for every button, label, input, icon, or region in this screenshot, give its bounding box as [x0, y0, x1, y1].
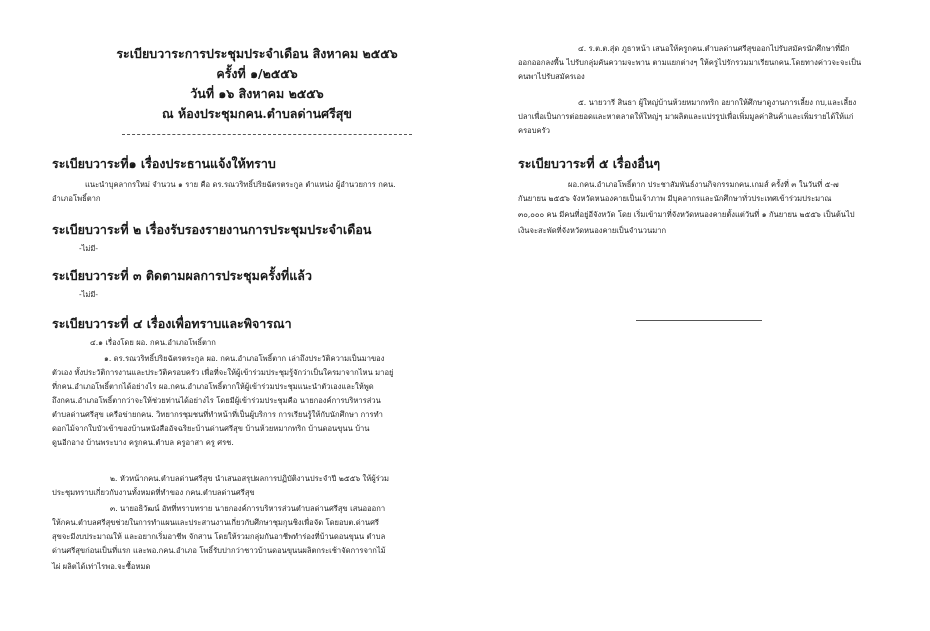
agenda-5-line: ผอ.กคน.อำเภอโพธิ์ตาก ประชาสัมพันธ์งานกิจกรรมกคน.เกมส์ ครั้งที่ ๓ ในวันที่ ๕-๗ [568, 180, 839, 189]
agenda-4-line: ๓. นายอธิวัฒน์ อัทที่ทราบทราย นายกองค์การบริหารส่วนตำบลด่านศรีสุข เสนอออกา [110, 504, 386, 513]
agenda-4-line: ๑. ดร.รณวริทธิ์ปริยฉัตรตระกูล ผอ. กคน.อำเภอโพธิ์ตาก เล่าถึงประวัติความเป็นมาของ [104, 354, 385, 363]
agenda-4-item-4-line: ออกออกลงพื้น ไปรับกลุ่มคันความจะพาน ตามแยกต่างๆ ให้ครูไปรักรวมมาเรียนกคน.โดยทางค่าวจะจะเป็น [518, 58, 862, 67]
agenda-1-heading: ระเบียบวาระที่๑ เรื่องประธานแจ้งให้ทราบ [52, 156, 276, 171]
agenda-4-item-4-line: ๔. ร.ต.ต.สุ่ด ภูธาหน้า เสนอให้ครูกคน.ตำบลด่านศรีสุขออกไปรับสมัครนักศึกษาที่มีก [578, 44, 850, 53]
title-line-2: ครั้งที่ ๑/๒๕๕๖ [216, 66, 298, 81]
agenda-4-sub: ๔.๑ เรื่องโดย ผอ. กคน.อำเภอโพธิ์ตาก [90, 338, 216, 347]
agenda-4-line: ด่านศรีสุขก่อนเป็นที่แรก และพอ.กคน.อำเภอ โพธิ์รับปากว่าชาวบ้านดอนขุนนผลิตกระเช้าจัดการจากไม้ [52, 546, 386, 555]
agenda-4-line: ดอกไม้จากใบบัวเข้าของบ้านหนังสืออัจฉริยะบ้านด่านศรีสุข บ้านห้วยหมากทริก บ้านดอนขุนน บ้าน [52, 424, 370, 433]
agenda-5-heading: ระเบียบวาระที่ ๕ เรื่องอื่นๆ [518, 156, 661, 171]
agenda-3-heading: ระเบียบวาระที่ ๓ ติดตามผลการประชุมครั้งที่แล้ว [52, 268, 312, 283]
title-divider [122, 134, 412, 135]
agenda-4-item-5-line: ครอบครัว [518, 126, 550, 135]
agenda-1-line-1: แนะนำบุคลากรใหม่ จำนวน ๑ ราย คือ ดร.รณวริทธิ์ปริยฉัตรตระกูล ตำแหน่ง ผู้อำนวยการ กคน. [85, 180, 396, 189]
agenda-5-line: ๓๐,๐๐๐ คน มีคนที่อยู่อีจังหวัด โดย เริ่มเข้ามาที่จังหวัดหนองคายตั้งแต่วันที่ ๑ กันยายน ๒๕๕๖ เป็นต้นไป [518, 210, 855, 219]
agenda-4-line: ตำบลด่านศรีสุข เครือข่ายกคน. วิทยากรชุมชนที่ทำหน้าที่เป็นผู้บริการ การเรียนรู้ให้กับนักศึกษา การทำ [52, 410, 383, 419]
agenda-4-item-4-line: คนพาไปรับสมัครเอง [518, 72, 585, 81]
agenda-4-line: ดูนอีกอาง บ้านพระบาง ครูกคน.ตำบล ครูอาสา ครู ศรช. [52, 438, 234, 447]
agenda-5-line: เงินจะสะพัดที่จังหวัดหนองคายเป็นจำนวนมาก [518, 226, 667, 235]
agenda-2-none: -ไม่มี- [79, 244, 98, 253]
agenda-4-item-5-line: ๕. นายวารี สินธา ผู้ใหญ่บ้านห้วยหมากทริก อยากให้ศึกษาดูงานการเลี้ยง กบ,และเลี้ยง [578, 98, 857, 107]
agenda-4-line: ไผ่ ผลิตได้เท่าไรพอ.จะซื้อหมด [52, 562, 151, 571]
title-line-4: ณ ห้องประชุมกคน.ตำบลด่านศรีสุข [162, 106, 352, 121]
end-divider [636, 320, 762, 321]
agenda-4-item-5-line: ปลาเพื่อเป็นการต่อยอดและหาตลาดให้ใหญ่ๆ มาผลิตและแปรรูปเพื่อเพิ่มมูลค่าสินค้าและเพิ่มรายได้ให้แก่ [518, 112, 854, 121]
agenda-3-none: -ไม่มี- [79, 290, 98, 299]
agenda-4-heading: ระเบียบวาระที่ ๔ เรื่องเพื่อทราบและพิจารณา [52, 316, 292, 331]
agenda-2-heading: ระเบียบวาระที่ ๒ เรื่องรับรองรายงานการประชุมประจำเดือน [52, 222, 372, 237]
agenda-4-line: สุขจะมีงบประมาณให้ และอยากเริ่มอาชีพ จักสาน โดยให้รวมกลุ่มกันอาชีพทำร่องที่บ้านดอนขุนน ตำบล [52, 532, 386, 541]
agenda-4-line: ตัวเอง ทั้งประวัติการงานและประวัติครอบครัว เพื่อที่จะให้ผู้เข้าร่วมประชุมรู้จักว่าเป็นใครมาจากไหน มาอยู่ [52, 368, 394, 377]
agenda-4-line: ให้กคน.ตำบลศรีสุขช่วยในการทำแผนและประสานงานเกี่ยวกับศึกษาชุมกุนชิงเพื่อจัด โดยอบต.ด่านศรี [52, 518, 380, 527]
agenda-4-line: ประชุมทราบเกี่ยวกับงานทั้งหมดที่ทำของ กคน.ตำบลด่านศรีสุข [52, 488, 255, 497]
title-line-3: วันที่ ๑๖ สิงหาคม ๒๕๕๖ [190, 86, 324, 101]
agenda-4-line: ถึงกคน.อำเภอโพธิ์ตากว่าจะให้ช่วยท่านได้อย่างไร โดยมีผู้เข้าร่วมประชุมคือ นายกองค์การบริหารส่วน [52, 396, 381, 405]
title-line-1: ระเบียบวาระการประชุมประจำเดือน สิงหาคม ๒๕๕๖ [116, 46, 398, 61]
agenda-1-line-2: อำเภอโพธิ์ตาก [52, 194, 101, 203]
agenda-4-line: ๒. หัวหน้ากคน.ตำบลด่านศรีสุข นำเสนอสรุปผลการปฏิบัติงานประจำปี ๒๕๕๖ ให้ผู้ร่วม [110, 474, 390, 483]
agenda-5-line: กันยายน ๒๕๕๖ จังหวัดหนองคายเป็นเจ้าภาพ มีบุคลากรและนักศึกษาทั่วประเทศเข้าร่วมประมาณ [518, 194, 832, 203]
agenda-4-line: ที่กคน.อำเภอโพธิ์ตากได้อย่างไร ผอ.กคน.อำเภอโพธิ์ตากให้ผู้เข้าร่วมประชุมแนะนำตัวเองและให้พูด [52, 382, 374, 391]
